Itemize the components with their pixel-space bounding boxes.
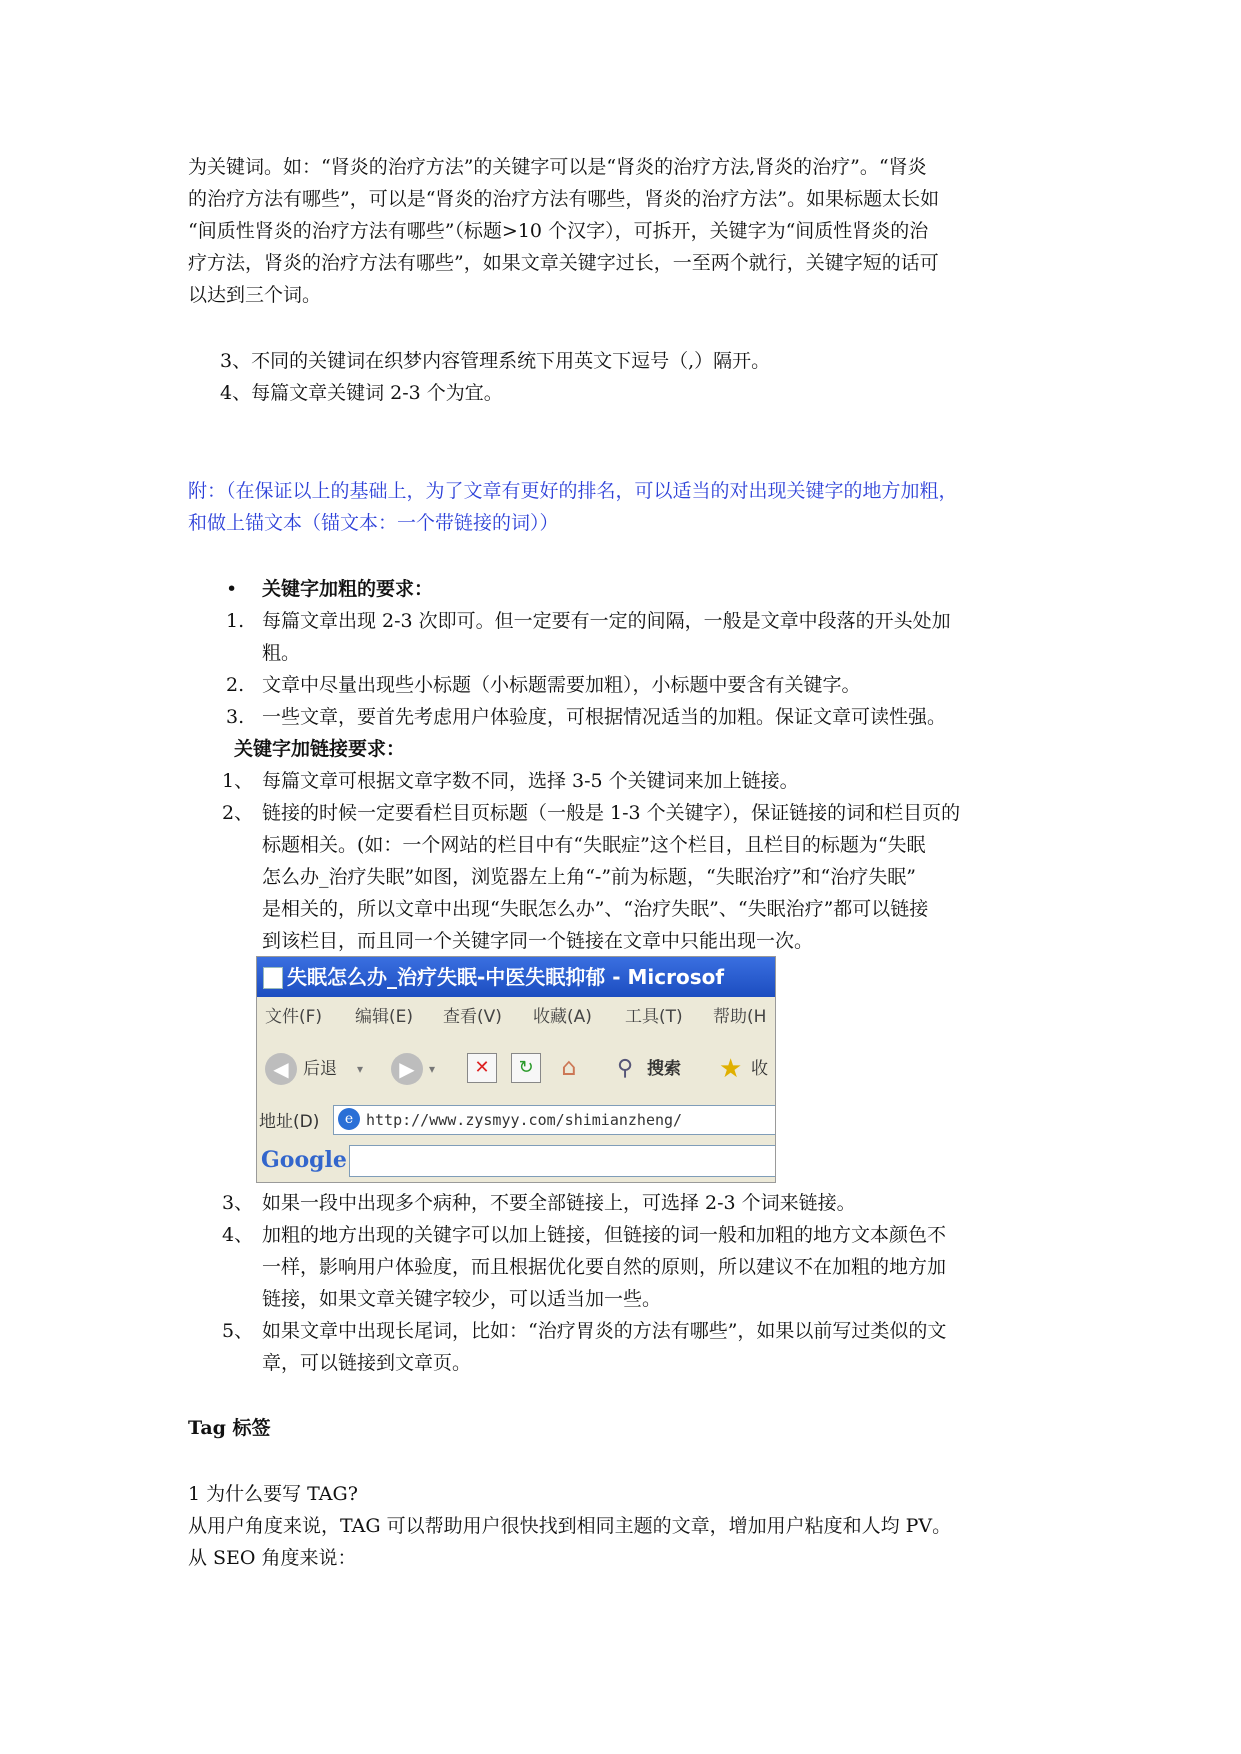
para-line: “间质性肾炎的治疗方法有哪些”（标题>10 个汉字），可拆开，关键字为“间质性肾炎的治 [188, 220, 929, 242]
browser-screenshot [256, 956, 776, 1183]
page-icon [263, 967, 283, 989]
menu-view[interactable]: 查看(V) [443, 1007, 502, 1027]
para-line: 的治疗方法有哪些”，可以是“肾炎的治疗方法有哪些，肾炎的治疗方法”。如果标题太长如 [188, 188, 940, 210]
list-number: 2、 [222, 802, 254, 824]
back-arrow-icon[interactable]: ◀ [265, 1053, 297, 1085]
browser-menu-bar [257, 997, 775, 1037]
browser-toolbar [257, 1039, 775, 1099]
rule-4: 4、每篇文章关键词 2-3 个为宜。 [220, 382, 503, 404]
tag-paragraph: 从用户角度来说，TAG 可以帮助用户很快找到相同主题的文章，增加用户粘度和人均 PV。 [188, 1515, 952, 1537]
list-item-line: 加粗的地方出现的关键字可以加上链接，但链接的词一般和加粗的地方文本颜色不 [262, 1224, 947, 1246]
favorites-star-icon[interactable]: ★ [719, 1054, 743, 1084]
menu-file[interactable]: 文件(F) [265, 1007, 323, 1027]
list-item-line: 章，可以链接到文章页。 [262, 1352, 472, 1374]
list-number: 3、 [222, 1192, 254, 1214]
list-item-line: 怎么办_治疗失眠”如图，浏览器左上角“-”前为标题，“失眠治疗”和“治疗失眠” [262, 866, 916, 888]
address-label: 地址(D) [259, 1112, 320, 1132]
menu-tools[interactable]: 工具(T) [625, 1007, 683, 1027]
back-button-label[interactable]: 后退 [303, 1059, 337, 1079]
dropdown-arrow-icon[interactable]: ▾ [429, 1062, 436, 1076]
list-item-line: 粗。 [262, 642, 301, 664]
list-item-line: 一样，影响用户体验度，而且根据优化要自然的原则，所以建议不在加粗的地方加 [262, 1256, 947, 1278]
tag-paragraph: 从 SEO 角度来说： [188, 1547, 357, 1569]
google-search-input[interactable] [349, 1145, 776, 1177]
google-logo: Google [261, 1147, 347, 1173]
search-button-label[interactable]: 搜索 [647, 1059, 681, 1079]
list-number: 1. [226, 610, 245, 632]
list-item-line: 到该栏目，而且同一个关键字同一个链接在文章中只能出现一次。 [262, 930, 814, 952]
para-line: 以达到三个词。 [188, 284, 322, 306]
list-item-line: 标题相关。(如：一个网站的栏目中有“失眠症”这个栏目，且栏目的标题为“失眠 [262, 834, 926, 856]
menu-help[interactable]: 帮助(H [713, 1007, 767, 1027]
list-item-line: 如果一段中出现多个病种，不要全部链接上，可选择 2-3 个词来链接。 [262, 1192, 856, 1214]
list-item-line: 链接，如果文章关键字较少，可以适当加一些。 [262, 1288, 662, 1310]
address-bar [257, 1101, 775, 1139]
tag-question: 1 为什么要写 TAG? [188, 1483, 358, 1505]
forward-arrow-icon[interactable]: ▶ [391, 1053, 423, 1085]
note-line: 和做上锚文本（锚文本：一个带链接的词）） [188, 512, 559, 534]
address-input[interactable] [333, 1105, 776, 1135]
list-number: 5、 [222, 1320, 254, 1342]
list-item-line: 每篇文章出现 2-3 次即可。但一定要有一定的间隔，一般是文章中段落的开头处加 [262, 610, 951, 632]
stop-icon[interactable]: ✕ [467, 1053, 497, 1083]
list-item-line: 链接的时候一定要看栏目页标题（一般是 1-3 个关键字），保证链接的词和栏目页的 [262, 802, 961, 824]
para-line: 疗方法，肾炎的治疗方法有哪些”，如果文章关键字过长，一至两个就行，关键字短的话可 [188, 252, 939, 274]
list-item-line: 如果文章中出现长尾词，比如：“治疗胃炎的方法有哪些”，如果以前写过类似的文 [262, 1320, 947, 1342]
refresh-icon[interactable]: ↻ [511, 1053, 541, 1083]
link-heading: 关键字加链接要求： [234, 738, 406, 760]
list-item-line: 是相关的，所以文章中出现“失眠怎么办”、“治疗失眠”、“失眠治疗”都可以链接 [262, 898, 929, 920]
menu-favorites[interactable]: 收藏(A) [533, 1007, 592, 1027]
list-number: 3. [226, 706, 245, 728]
para-line: 为关键词。如：“肾炎的治疗方法”的关键字可以是“肾炎的治疗方法,肾炎的治疗”。“肾炎 [188, 156, 927, 178]
google-toolbar [257, 1141, 775, 1182]
home-icon[interactable]: ⌂ [561, 1053, 577, 1081]
list-item-line: 每篇文章可根据文章字数不同，选择 3-5 个关键词来加上链接。 [262, 770, 799, 792]
address-value: http://www.zysmyy.com/shimianzheng/ [366, 1111, 683, 1129]
note-line: 附：（在保证以上的基础上，为了文章有更好的排名，可以适当的对出现关键字的地方加粗， [188, 480, 958, 502]
browser-title-bar [257, 957, 775, 997]
bold-heading: 关键字加粗的要求： [262, 578, 434, 600]
dropdown-arrow-icon[interactable]: ▾ [357, 1062, 364, 1076]
list-number: 2. [226, 674, 245, 696]
list-item-line: 一些文章，要首先考虑用户体验度，可根据情况适当的加粗。保证文章可读性强。 [262, 706, 947, 728]
rule-3: 3、不同的关键词在织梦内容管理系统下用英文下逗号（,）隔开。 [220, 350, 771, 372]
bullet-icon: • [226, 578, 238, 600]
favorites-button-label[interactable]: 收 [751, 1059, 768, 1079]
search-icon[interactable]: ⚲ [617, 1056, 634, 1081]
list-number: 1、 [222, 770, 254, 792]
ie-icon: e [338, 1108, 360, 1130]
tag-heading: Tag 标签 [188, 1417, 271, 1439]
list-number: 4、 [222, 1224, 254, 1246]
menu-edit[interactable]: 编辑(E) [355, 1007, 414, 1027]
browser-title: 失眠怎么办_治疗失眠-中医失眠抑郁 - Microsof [287, 965, 725, 989]
list-item-line: 文章中尽量出现些小标题（小标题需要加粗），小标题中要含有关键字。 [262, 674, 861, 696]
